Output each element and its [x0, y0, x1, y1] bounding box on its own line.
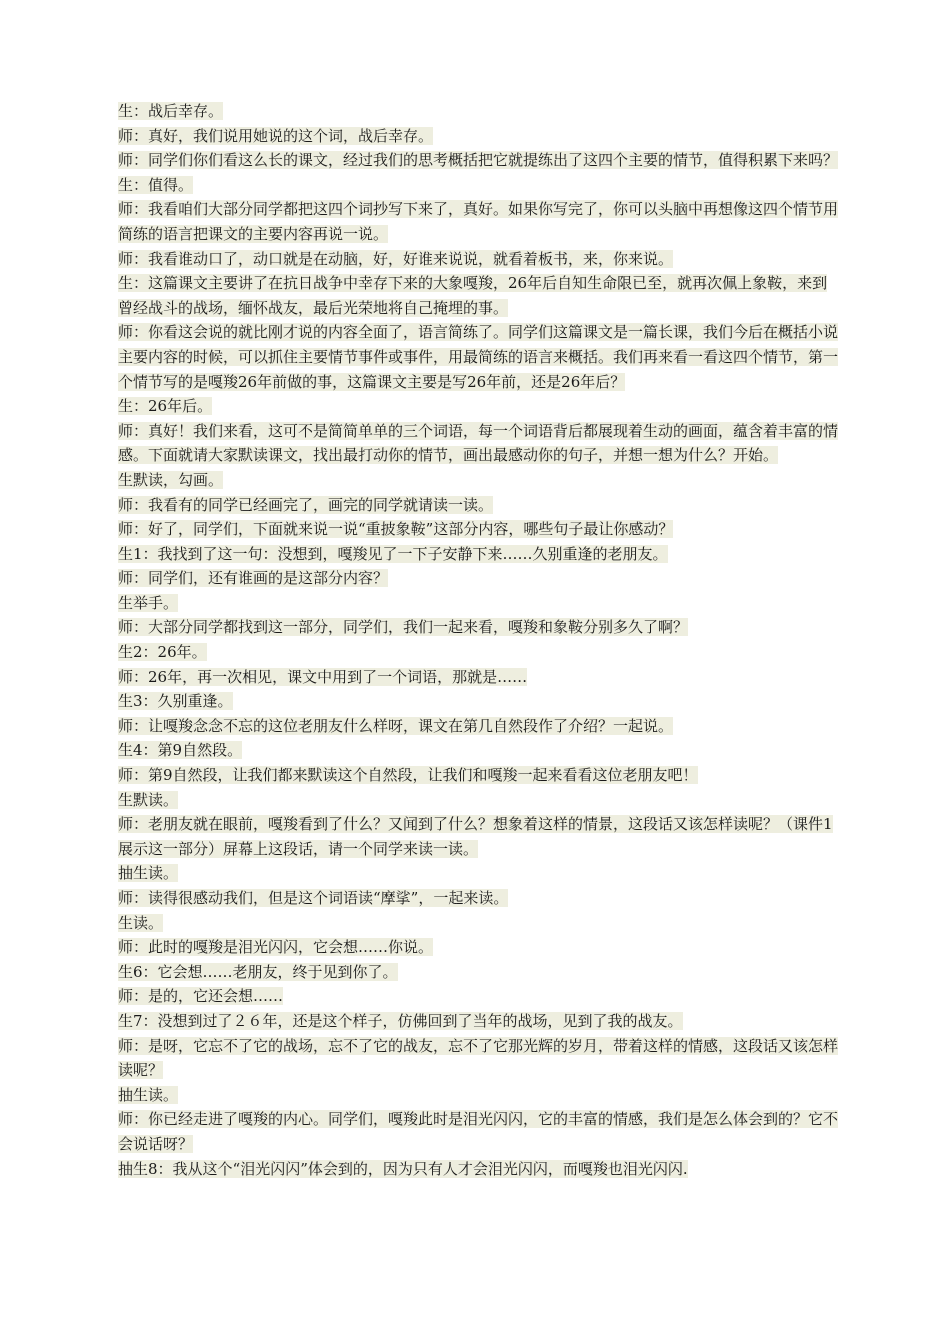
paragraph: 师：我看咱们大部分同学都把这四个词抄写下来了，真好。如果你写完了，你可以头脑中再想像这四个情节用简练的语言把课文的主要内容再说一说。	[118, 200, 839, 243]
paragraph: 师：好了，同学们，下面就来说一说“重披象鞍”这部分内容，哪些句子最让你感动？	[118, 520, 674, 539]
paragraph: 生1：我找到了这一句：没想到，嘎羧见了一下子安静下来……久别重逢的老朋友。	[118, 544, 668, 563]
document-page	[118, 99, 838, 1181]
paragraph: 师：老朋友就在眼前，嘎羧看到了什么？又闻到了什么？想象着这样的情景，这段话又该怎样读呢？（课件1展示这一部分）屏幕上这段话，请一个同学来读一读。	[118, 815, 833, 858]
paragraph: 师：是的，它还会想……	[118, 987, 284, 1006]
paragraph: 师：是呀，它忘不了它的战场，忘不了它的战友，忘不了它那光辉的岁月，带着这样的情感，这段话又该怎样读呢？	[118, 1036, 839, 1080]
paragraph: 生7：没想到过了２６年，还是这个样子，仿佛回到了当年的战场，见到了我的战友。	[118, 1011, 683, 1030]
paragraph: 师：同学们，还有谁画的是这部分内容？	[118, 569, 389, 588]
paragraph: 抽生读。	[118, 1085, 179, 1104]
paragraph: 师：我看谁动口了，动口就是在动脑，好，好谁来说说，就看着板书，来，你来说。	[118, 249, 674, 268]
paragraph: 生读。	[118, 913, 164, 932]
paragraph: 生3：久别重逢。	[118, 692, 233, 711]
paragraph: 师：读得很感动我们，但是这个词语读“摩挲”，一起来读。	[118, 889, 509, 907]
paragraph: 师：你已经走进了嘎羧的内心。同学们，嘎羧此时是泪光闪闪，它的丰富的情感，我们是怎么体会到的？它不会说话呀？	[118, 1110, 839, 1153]
paragraph: 生默读，勾画。	[118, 470, 224, 489]
paragraph: 生：值得。	[118, 175, 194, 194]
paragraph: 生举手。	[118, 593, 179, 612]
paragraph: 师：真好，我们说用她说的这个词，战后幸存。	[118, 126, 434, 145]
paragraph: 生2：26年。	[118, 643, 207, 662]
paragraph: 师：26年，再一次相见，课文中用到了一个词语，那就是……	[118, 667, 528, 686]
paragraph: 抽生8：我从这个“泪光闪闪”体会到的，因为只有人才会泪光闪闪，而嘎羧也泪光闪闪.	[118, 1159, 688, 1178]
paragraph: 生默读。	[118, 790, 179, 809]
paragraph: 师：你看这会说的就比刚才说的内容全面了，语言简练了。同学们这篇课文是一篇长课，我们今后在概括小说主要内容的时候，可以抓住主要情节事件或事件，用最简练的语言来概括。我们再来看一看这四个情节，第一个情节写的是嘎羧26年前做的事，这篇课文主要是写26年前，还是26年后？	[118, 323, 839, 391]
paragraph: 生：战后幸存。	[118, 102, 224, 120]
paragraph: 师：此时的嘎羧是泪光闪闪，它会想……你说。	[118, 938, 434, 957]
paragraph: 抽生读。	[118, 864, 179, 883]
paragraph: 生4：第9自然段。	[118, 741, 243, 760]
paragraph: 师：大部分同学都找到这一部分，同学们，我们一起来看，嘎羧和象鞍分别多久了啊？	[118, 618, 689, 637]
paragraph: 生6：它会想……老朋友，终于见到你了。	[118, 962, 398, 981]
paragraph: 生：这篇课文主要讲了在抗日战争中幸存下来的大象嘎羧，26年后自知生命限已至，就再次佩上象鞍，来到曾经战斗的战场，缅怀战友，最后光荣地将自己掩埋的事。	[118, 274, 828, 317]
paragraph: 生：26年后。	[118, 397, 213, 416]
paragraph: 师：让嘎羧念念不忘的这位老朋友什么样呀，课文在第几自然段作了介绍？一起说。	[118, 716, 674, 735]
paragraph: 师：同学们你们看这么长的课文，经过我们的思考概括把它就提练出了这四个主要的情节，值得积累下来吗？	[118, 151, 839, 170]
paragraph: 师：真好！我们来看，这可不是简简单单的三个词语，每一个词语背后都展现着生动的画面，蕴含着丰富的情感。下面就请大家默读课文，找出最打动你的情节，画出最感动你的句子，并想一想为什么？开始。	[118, 421, 839, 465]
paragraph: 师：我看有的同学已经画完了，画完的同学就请读一读。	[118, 495, 494, 514]
paragraph: 师：第9自然段，让我们都来默读这个自然段，让我们和嘎羧一起来看看这位老朋友吧！	[118, 766, 698, 785]
